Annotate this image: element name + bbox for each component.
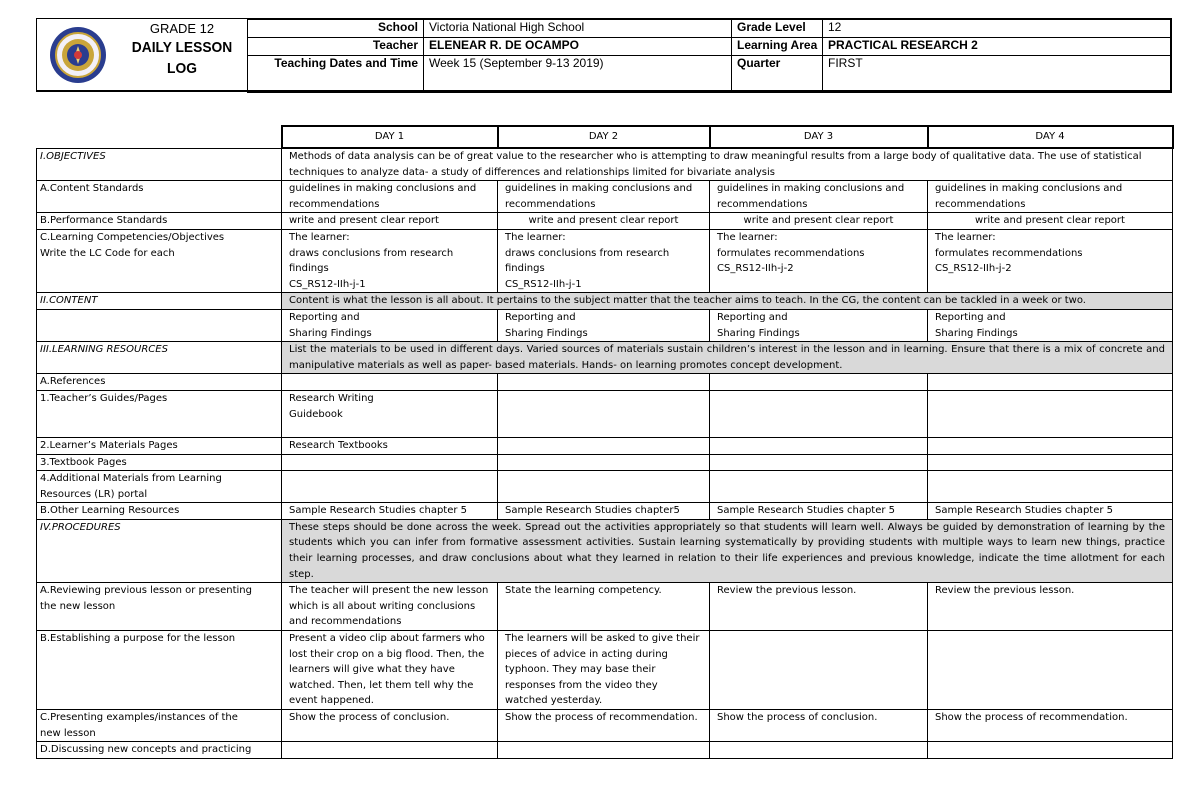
cell-line: Research Writing bbox=[289, 392, 374, 404]
cell-line: Sharing Findings bbox=[289, 327, 372, 339]
teacher-label: Teacher bbox=[248, 38, 424, 56]
table-cell: Sample Research Studies chapter 5 bbox=[710, 503, 928, 520]
table-cell: write and present clear report bbox=[710, 213, 928, 230]
presenting-row bbox=[37, 710, 1173, 742]
table-cell: Sample Research Studies chapter 5 bbox=[928, 503, 1173, 520]
teachers-guides-label: 1.Teacher’s Guides/Pages bbox=[37, 390, 282, 437]
lesson-log-header bbox=[36, 18, 1172, 92]
grade-level-value: 12 bbox=[823, 20, 1172, 38]
competencies-label bbox=[37, 229, 282, 292]
table-cell: Sample Research Studies chapter5 bbox=[498, 503, 710, 520]
table-cell bbox=[498, 309, 710, 341]
table-cell bbox=[710, 229, 928, 292]
table-cell: The learners will be asked to give their pieces of advice in acting during typhoon. They may base their responses from the video they watched yesterday. bbox=[498, 631, 710, 710]
table-cell bbox=[710, 374, 928, 391]
table-cell: Review the previous lesson. bbox=[928, 583, 1173, 631]
cell-line: Guidebook bbox=[289, 408, 343, 420]
cell-line: Sharing Findings bbox=[717, 327, 800, 339]
header-info-table bbox=[247, 19, 1172, 93]
lc-code: CS_RS12-IIh-j-2 bbox=[717, 263, 794, 275]
presenting-label-line1: C.Presenting examples/instances of the bbox=[40, 712, 238, 723]
discussing-label: D.Discussing new concepts and practicing bbox=[37, 742, 282, 759]
cell-line: Reporting and bbox=[717, 311, 788, 323]
additional-materials-label bbox=[37, 471, 282, 503]
table-cell: Sample Research Studies chapter 5 bbox=[282, 503, 498, 520]
school-value: Victoria National High School bbox=[424, 20, 732, 38]
discussing-row bbox=[37, 742, 1173, 759]
table-cell: Present a video clip about farmers who lost their crop on a big flood. Then, the learners will give what they have watched. Then, let them tell why the event happened. bbox=[282, 631, 498, 710]
additional-materials-label-line1: 4.Additional Materials from Learning bbox=[40, 473, 222, 485]
table-cell bbox=[710, 437, 928, 454]
table-cell bbox=[282, 390, 498, 437]
table-cell: The teacher will present the new lesson which is all about writing conclusions and recommendations bbox=[282, 583, 498, 631]
school-label: School bbox=[248, 20, 424, 38]
purpose-label: B.Establishing a purpose for the lesson bbox=[37, 631, 282, 710]
table-cell bbox=[498, 374, 710, 391]
cell-line: The learner: bbox=[289, 231, 350, 243]
teachers-guides-row bbox=[37, 390, 1173, 437]
cell-line: draws conclusions from research findings bbox=[289, 247, 454, 275]
competencies-label-line1: C.Learning Competencies/Objectives bbox=[40, 231, 225, 243]
table-cell bbox=[282, 309, 498, 341]
table-cell: guidelines in making conclusions and recommendations bbox=[282, 181, 498, 213]
content-standards-label: A.Content Standards bbox=[37, 181, 282, 213]
table-cell bbox=[928, 454, 1173, 471]
content-topics-row bbox=[37, 309, 1173, 341]
table-cell bbox=[928, 309, 1173, 341]
table-cell: write and present clear report bbox=[498, 213, 710, 230]
other-resources-row bbox=[37, 503, 1173, 520]
table-cell bbox=[498, 471, 710, 503]
content-standards-row bbox=[37, 181, 1173, 213]
table-cell bbox=[928, 742, 1173, 759]
competencies-row bbox=[37, 229, 1173, 292]
table-cell bbox=[498, 390, 710, 437]
table-cell bbox=[282, 471, 498, 503]
presenting-label-line2: new lesson bbox=[40, 727, 96, 739]
cell-line: The learner: bbox=[935, 231, 996, 243]
table-cell bbox=[37, 309, 282, 341]
learning-resources-text: List the materials to be used in different days. Varied sources of materials sustain children’s interest in the lesson and in learning. Ensure that there is a mix of concrete and manipulative materials as well as paper- based materials. Hands- on learning promotes concept development. bbox=[282, 342, 1173, 374]
textbook-pages-label: 3.Textbook Pages bbox=[37, 454, 282, 471]
cell-line: formulates recommendations bbox=[935, 247, 1083, 259]
cell-line: The learner: bbox=[505, 231, 566, 243]
objectives-row bbox=[37, 148, 1173, 181]
day-4-header: DAY 4 bbox=[928, 126, 1173, 148]
performance-standards-label: B.Performance Standards bbox=[37, 213, 282, 230]
grade-label: GRADE 12 bbox=[149, 21, 215, 36]
table-cell bbox=[928, 631, 1173, 710]
table-cell bbox=[710, 454, 928, 471]
purpose-row bbox=[37, 631, 1173, 710]
lesson-plan-table bbox=[36, 125, 1174, 759]
references-row bbox=[37, 374, 1173, 391]
other-resources-label: B.Other Learning Resources bbox=[37, 503, 282, 520]
references-label: A.References bbox=[37, 374, 282, 391]
day-header-row bbox=[37, 126, 1173, 148]
competencies-label-line2: Write the LC Code for each bbox=[40, 247, 175, 259]
table-cell bbox=[710, 471, 928, 503]
lc-code: CS_RS12-IIh-j-1 bbox=[505, 278, 582, 290]
learning-area-label: Learning Area bbox=[732, 38, 823, 56]
additional-materials-label-line2: Resources (LR) portal bbox=[40, 488, 148, 500]
teacher-value: ELENEAR R. DE OCAMPO bbox=[424, 38, 732, 56]
table-cell bbox=[498, 454, 710, 471]
cell-line: Reporting and bbox=[289, 311, 360, 323]
procedures-label: IV.PROCEDURES bbox=[37, 519, 282, 582]
reviewing-label-line2: the new lesson bbox=[40, 600, 116, 612]
learning-area-value: PRACTICAL RESEARCH 2 bbox=[823, 38, 1172, 56]
additional-materials-row bbox=[37, 471, 1173, 503]
lc-code: CS_RS12-IIh-j-1 bbox=[289, 278, 366, 290]
table-cell bbox=[928, 229, 1173, 292]
table-cell bbox=[928, 390, 1173, 437]
table-cell bbox=[282, 374, 498, 391]
day-1-header: DAY 1 bbox=[282, 126, 498, 148]
table-cell: Show the process of conclusion. bbox=[710, 710, 928, 742]
table-cell bbox=[928, 471, 1173, 503]
table-cell bbox=[498, 437, 710, 454]
cell-line: formulates recommendations bbox=[717, 247, 865, 259]
reviewing-row bbox=[37, 583, 1173, 631]
day-3-header: DAY 3 bbox=[710, 126, 928, 148]
performance-standards-row bbox=[37, 213, 1173, 230]
reviewing-label bbox=[37, 583, 282, 631]
content-text: Content is what the lesson is all about. It pertains to the subject matter that the teacher aims to teach. In the CG, the content can be tackled in a week or two. bbox=[282, 293, 1173, 310]
table-cell: guidelines in making conclusions and recommendations bbox=[710, 181, 928, 213]
learners-materials-row bbox=[37, 437, 1173, 454]
table-cell: guidelines in making conclusions and recommendations bbox=[928, 181, 1173, 213]
presenting-label bbox=[37, 710, 282, 742]
table-cell bbox=[928, 374, 1173, 391]
grade-title-box bbox=[117, 19, 247, 91]
table-cell bbox=[710, 742, 928, 759]
cell-line: The learner: bbox=[717, 231, 778, 243]
deped-seal-icon bbox=[49, 26, 107, 84]
table-cell bbox=[710, 390, 928, 437]
quarter-value: FIRST bbox=[823, 56, 1172, 93]
table-cell bbox=[282, 229, 498, 292]
table-cell bbox=[282, 454, 498, 471]
learning-resources-label: III.LEARNING RESOURCES bbox=[37, 342, 282, 374]
procedures-row bbox=[37, 519, 1173, 582]
quarter-label: Quarter bbox=[732, 56, 823, 93]
table-cell: Research Textbooks bbox=[282, 437, 498, 454]
objectives-label: I.OBJECTIVES bbox=[37, 148, 282, 181]
table-cell: State the learning competency. bbox=[498, 583, 710, 631]
table-cell: guidelines in making conclusions and recommendations bbox=[498, 181, 710, 213]
table-cell: Show the process of recommendation. bbox=[928, 710, 1173, 742]
table-cell bbox=[498, 229, 710, 292]
table-cell: Review the previous lesson. bbox=[710, 583, 928, 631]
table-cell: write and present clear report bbox=[282, 213, 498, 230]
dll-title-line1: DAILY LESSON bbox=[131, 39, 233, 56]
table-cell: Show the process of conclusion. bbox=[282, 710, 498, 742]
cell-line: Sharing Findings bbox=[505, 327, 588, 339]
learners-materials-label: 2.Learner’s Materials Pages bbox=[37, 437, 282, 454]
table-cell bbox=[928, 437, 1173, 454]
objectives-text: Methods of data analysis can be of great value to the researcher who is attempting to draw meaningful results from a large body of qualitative data. The use of statistical techniques to analyze data- a study of differences and relationships limited for bivariate analysis bbox=[282, 148, 1173, 181]
dll-title-line2: LOG bbox=[167, 60, 197, 77]
table-cell bbox=[710, 631, 928, 710]
teaching-dates-label: Teaching Dates and Time bbox=[248, 56, 424, 93]
corner-blank bbox=[37, 126, 282, 148]
textbook-pages-row bbox=[37, 454, 1173, 471]
content-row bbox=[37, 293, 1173, 310]
lc-code: CS_RS12-IIh-j-2 bbox=[935, 263, 1012, 275]
day-2-header: DAY 2 bbox=[498, 126, 710, 148]
table-cell bbox=[498, 742, 710, 759]
procedures-text: These steps should be done across the week. Spread out the activities appropriately so that students will learn well. Always be guided by demonstration of learning by the students which you can infer from formative assessment activities. Sustain learning systematically by providing students with multiple ways to learn new things, practice their learning processes, and draw conclusions about what they learned in relation to their life experiences and previous knowledge, indicate the time allotment for each step. bbox=[282, 519, 1173, 582]
reviewing-label-line1: A.Reviewing previous lesson or presenting bbox=[40, 585, 252, 597]
grade-level-label: Grade Level bbox=[732, 20, 823, 38]
content-label: II.CONTENT bbox=[37, 293, 282, 310]
teaching-dates-value: Week 15 (September 9-13 2019) bbox=[424, 56, 732, 93]
table-cell: Show the process of recommendation. bbox=[498, 710, 710, 742]
cell-line: Sharing Findings bbox=[935, 327, 1018, 339]
table-cell: write and present clear report bbox=[928, 213, 1173, 230]
learning-resources-row bbox=[37, 342, 1173, 374]
table-cell bbox=[282, 742, 498, 759]
cell-line: Reporting and bbox=[505, 311, 576, 323]
cell-line: draws conclusions from research findings bbox=[505, 247, 670, 275]
table-cell bbox=[710, 309, 928, 341]
cell-line: Reporting and bbox=[935, 311, 1006, 323]
